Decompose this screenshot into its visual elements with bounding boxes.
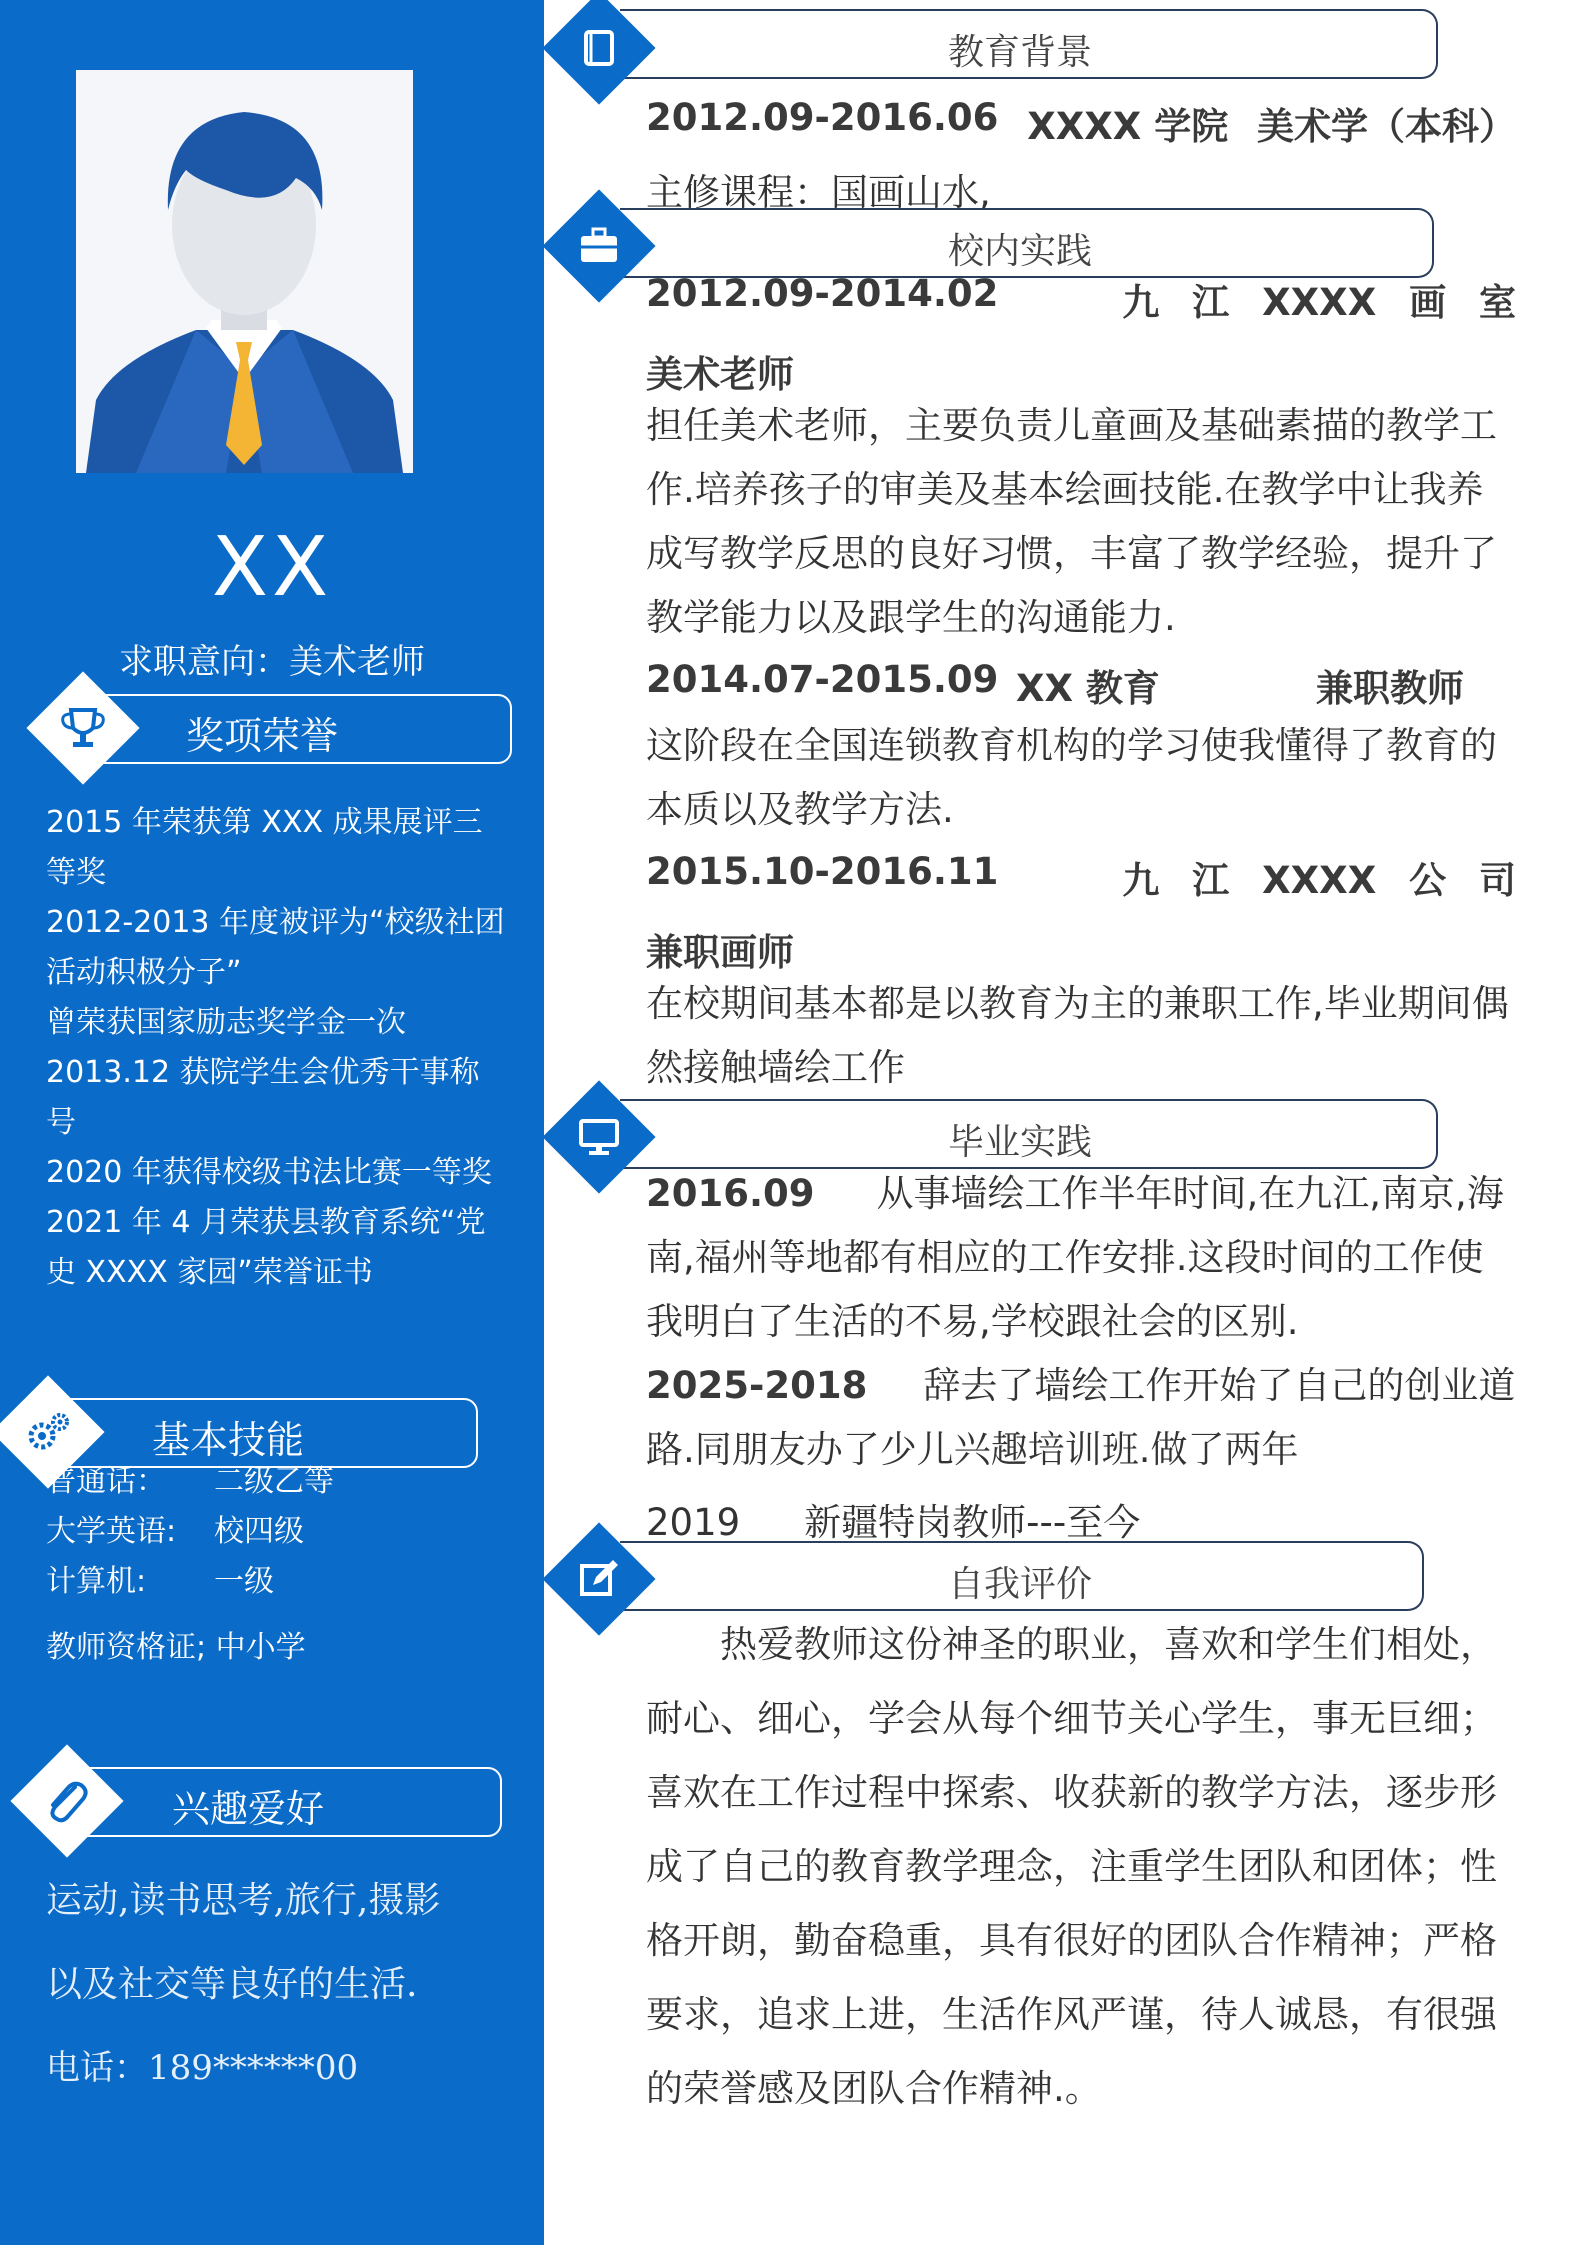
- campus-entry3-role: 兼职画师: [646, 931, 794, 974]
- award-item: 2021 年 4 月荣获县教育系统“党史 XXXX 家园”荣誉证书: [46, 1205, 486, 1290]
- person-avatar-icon: [76, 70, 413, 473]
- campus-entry2-desc: 这阶段在全国连锁教育机构的学习使我懂得了教育的本质以及教学方法.: [646, 724, 1497, 831]
- graduation-entry1-period: 2016.09: [646, 1172, 815, 1215]
- phone: 电话：189******00: [46, 2048, 359, 2088]
- monitor-icon: [569, 1107, 629, 1167]
- graduation-entry3-period: 2019: [646, 1501, 741, 1544]
- trophy-icon: [53, 698, 113, 758]
- campus-entry2-period: 2014.07-2015.09: [646, 658, 999, 701]
- paperclip-icon: [37, 1771, 97, 1831]
- graduation-entry2-period: 2025-2018: [646, 1364, 868, 1407]
- campus-entry3-header: [646, 850, 1516, 976]
- hobbies-title: 兴趣爱好: [172, 1787, 325, 1831]
- campus-entry3-org: 九 江 XXXX 公 司: [1122, 859, 1516, 902]
- graduation-entry2-desc: 辞去了墙绘工作开始了自己的创业道路.同朋友办了少儿兴趣培训班.做了两年: [646, 1364, 1516, 1471]
- graduation-entry2: [646, 1354, 1516, 1482]
- education-major: 美术学（本科）: [1257, 105, 1516, 148]
- campus-entry3-desc: 在校期间基本都是以教育为主的兼职工作,毕业期间偶然接触墙绘工作: [646, 982, 1509, 1089]
- skill-label: 大学英语:: [46, 1514, 177, 1549]
- gears-icon: [18, 1402, 78, 1462]
- education-title: 教育背景: [947, 32, 1092, 73]
- skill-label: 普通话：: [46, 1464, 166, 1499]
- avatar: [76, 70, 413, 473]
- awards-list: [46, 798, 506, 1298]
- campus-entry1-header: [646, 272, 1516, 398]
- hobbies-line1: 运动,读书思考,旅行,摄影: [46, 1880, 441, 1921]
- campus-entry1-role: 美术老师: [646, 353, 794, 396]
- skill-label: 计算机:: [46, 1564, 147, 1599]
- graduation-entry3: [646, 1492, 1516, 1546]
- campus-entry2-header: [646, 658, 1466, 712]
- campus-title: 校内实践: [947, 231, 1092, 272]
- teacher-cert: 教师资格证; 中小学: [46, 1630, 306, 1665]
- graduation-entry1-desc: 从事墙绘工作半年时间,在九江,南京,海南,福州等地都有相应的工作安排.这段时间的工作使我明白了生活的不易,学校跟社会的区别.: [646, 1172, 1504, 1343]
- self-eval-text: 热爱教师这份神圣的职业，喜欢和学生们相处，耐心、细心，学会从每个细节关心学生，事无巨细；喜欢在工作过程中探索、收获新的教学方法，逐步形成了自己的教育教学理念，注重学生团队和团体；性格开朗，勤奋稳重，具有很好的团队合作精神；严格要求，追求上进，生活作风严谨，待人诚恳，有很强的荣誉感及团队合作精神.。: [646, 1623, 1497, 2110]
- skill-value: 二级乙等: [214, 1464, 334, 1499]
- education-courses: 主修课程：国画山水,: [646, 171, 991, 214]
- campus-entry2-org: XX 教育: [1016, 667, 1160, 710]
- award-item: 2013.12 获院学生会优秀干事称号: [46, 1055, 480, 1140]
- education-school: XXXX 学院: [1027, 105, 1229, 148]
- candidate-name: XX: [211, 520, 333, 615]
- education-row: [646, 96, 1516, 150]
- education-period: 2012.09-2016.06: [646, 96, 999, 139]
- briefcase-icon: [569, 216, 629, 276]
- skill-value: 一级: [214, 1564, 274, 1599]
- campus-entry1-desc: 担任美术老师，主要负责儿童画及基础素描的教学工作.培养孩子的审美及基本绘画技能.在教学中让我养成写教学反思的良好习惯，丰富了教学经验，提升了教学能力以及跟学生的沟通能力.: [646, 404, 1497, 639]
- award-item: 曾荣获国家励志奖学金一次: [46, 1005, 406, 1040]
- campus-entry3-period: 2015.10-2016.11: [646, 850, 999, 893]
- graduation-entry3-desc: 新疆特岗教师---至今: [804, 1501, 1141, 1544]
- job-intent: 求职意向：美术老师: [119, 642, 425, 682]
- skill-value: 校四级: [214, 1514, 304, 1549]
- campus-entry1-period: 2012.09-2014.02: [646, 272, 999, 315]
- graduation-title: 毕业实践: [947, 1122, 1092, 1163]
- awards-title: 奖项荣誉: [186, 714, 339, 758]
- edit-icon: [569, 1549, 629, 1609]
- book-icon: [569, 18, 629, 78]
- award-item: 2015 年荣获第 XXX 成果展评三等奖: [46, 805, 483, 890]
- sidebar: [0, 0, 544, 2245]
- award-item: 2020 年获得校级书法比赛一等奖: [46, 1155, 492, 1190]
- award-item: 2012-2013 年度被评为“校级社团活动积极分子”: [46, 905, 505, 990]
- skills-title: 基本技能: [152, 1418, 305, 1462]
- hobbies-line2: 以及社交等良好的生活.: [46, 1964, 418, 2005]
- self-eval-title: 自我评价: [947, 1564, 1092, 1605]
- campus-entry2-role: 兼职教师: [1316, 667, 1464, 710]
- graduation-entry1: [646, 1162, 1516, 1354]
- campus-entry1-org: 九 江 XXXX 画 室: [1122, 281, 1516, 324]
